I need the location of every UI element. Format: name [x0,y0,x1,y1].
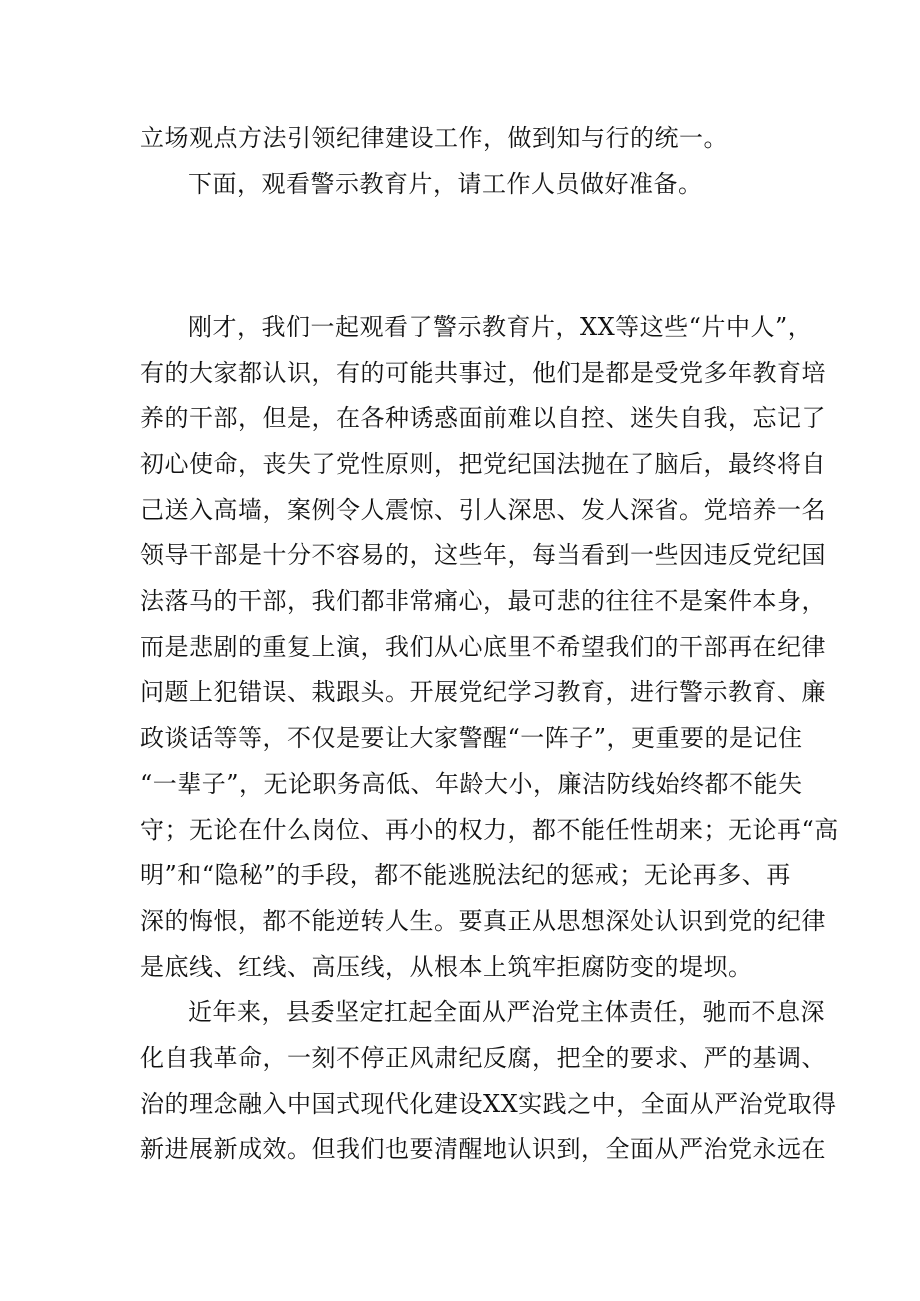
text-line-15: 明”和“隐秘”的手段，都不能逃脱法纪的惩戒；无论再多、再 [140,861,791,889]
text-line-21: 新进展新成效。但我们也要清醒地认识到，全面从严治党永远在 [140,1135,826,1163]
text-line-7: 己送入高墙，案例令人震惊、引人深思、发人深省。党培养一名 [140,496,826,524]
text-line-8: 领导干部是十分不容易的，这些年，每当看到一些因违反党纪国 [140,541,826,569]
text-line-16: 深的悔恨，都不能逆转人生。要真正从思想深处认识到党的纪律 [140,907,826,935]
text-line-4: 有的大家都认识，有的可能共事过，他们是都是受党多年教育培 [140,359,826,387]
text-line-2: 下面，观看警示教育片，请工作人员做好准备。 [188,170,703,198]
text-line-13: “一辈子”，无论职务高低、年龄大小，廉洁防线始终都不能失 [140,770,803,798]
text-line-18: 近年来，县委坚定扛起全面从严治党主体责任，驰而不息深 [188,998,825,1026]
text-line-20: 治的理念融入中国式现代化建设XX实践之中，全面从严治党取得 [140,1090,837,1118]
text-line-5: 养的干部，但是，在各种诱惑面前难以自控、迷失自我，忘记了 [140,404,826,432]
text-line-10: 而是悲剧的重复上演，我们从心底里不希望我们的干部再在纪律 [140,633,826,661]
text-line-3: 刚才，我们一起观看了警示教育片，XX等这些“片中人”， [188,313,813,341]
text-line-12: 政谈话等等，不仅是要让大家警醒“一阵子”，更重要的是记住 [140,724,803,752]
text-line-11: 问题上犯错误、栽跟头。开展党纪学习教育，进行警示教育、廉 [140,678,826,706]
text-line-17: 是底线、红线、高压线，从根本上筑牢拒腐防变的堤坝。 [140,953,753,981]
text-line-9: 法落马的干部，我们都非常痛心，最可悲的往往不是案件本身， [140,587,826,615]
text-line-19: 化自我革命，一刻不停正风肃纪反腐，把全的要求、严的基调、 [140,1044,826,1072]
text-line-14: 守；无论在什么岗位、再小的权力，都不能任性胡来；无论再“高 [140,816,839,844]
text-line-1: 立场观点方法引领纪律建设工作，做到知与行的统一。 [140,124,728,152]
text-line-6: 初心使命，丧失了党性原则，把党纪国法抛在了脑后，最终将自 [140,450,826,478]
